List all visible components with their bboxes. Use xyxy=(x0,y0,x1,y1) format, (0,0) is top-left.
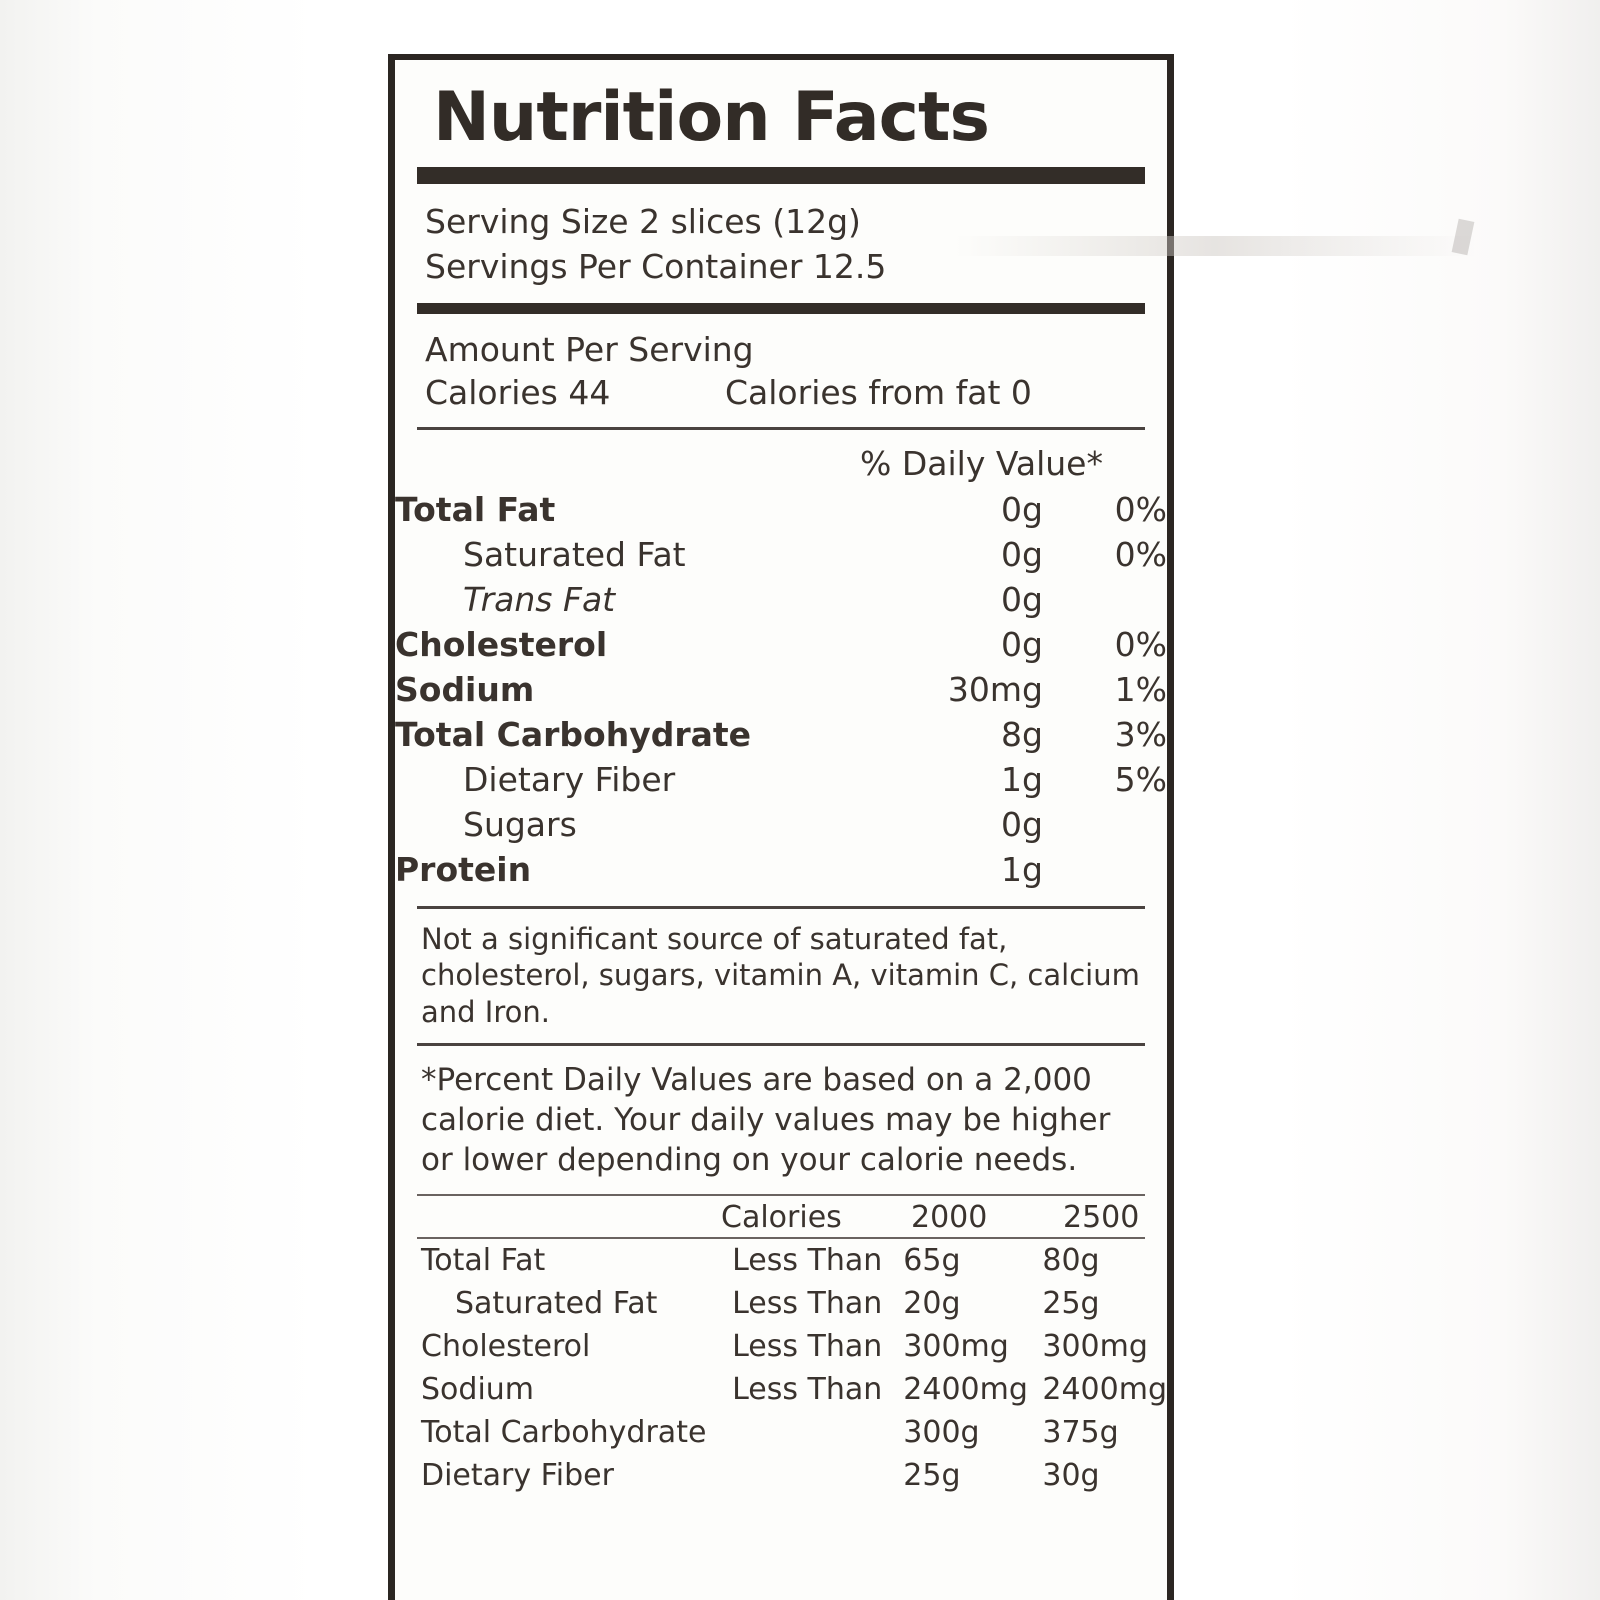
dv-row-2000: 65g xyxy=(903,1243,961,1279)
dv-row-2000: 300g xyxy=(903,1415,980,1451)
daily-value-reference-table xyxy=(395,1196,1167,1237)
nutrition-facts-panel xyxy=(388,54,1174,1600)
amount-per-serving-block xyxy=(395,314,1167,427)
nutrient-table xyxy=(395,487,1167,892)
dv-row-qualifier: Less Than xyxy=(732,1372,883,1408)
table-row xyxy=(395,532,1167,577)
amount-per-serving-label: Amount Per Serving xyxy=(425,329,754,369)
nutrient-dv xyxy=(1043,577,1167,622)
dv-row-label: Saturated Fat xyxy=(455,1286,658,1322)
nutrient-amount: 0g xyxy=(1001,624,1043,664)
dv-row-2000: 25g xyxy=(903,1458,961,1494)
table-row xyxy=(395,1368,1167,1411)
daily-value-header: % Daily Value* xyxy=(860,443,1103,483)
dv-row-label: Total Carbohydrate xyxy=(421,1415,707,1451)
nutrient-amount: 0g xyxy=(1001,804,1043,844)
dv-row-2000: 2400mg xyxy=(903,1372,1028,1408)
nutrient-dv: 0% xyxy=(1114,624,1167,664)
daily-value-footnote: *Percent Daily Values are based on a 2,000 calorie diet. Your daily values may be higher or lower depending on your calorie needs. xyxy=(421,1061,1111,1179)
dv-row-2500: 2400mg xyxy=(1042,1372,1167,1408)
table-row xyxy=(395,622,1167,667)
dv-row-qualifier: Less Than xyxy=(732,1243,883,1279)
dv-row-2500: 25g xyxy=(1042,1286,1100,1322)
nutrient-amount: 30mg xyxy=(947,669,1043,709)
dv-row-2500: 80g xyxy=(1042,1243,1100,1279)
nutrient-dv xyxy=(1043,847,1167,892)
dv-header-blank xyxy=(395,1196,721,1237)
calories-row xyxy=(425,372,1145,415)
nutrient-name: Protein xyxy=(395,849,532,889)
nutrient-name: Trans Fat xyxy=(463,579,616,619)
dv-row-qualifier: Less Than xyxy=(732,1329,883,1365)
divider-medium xyxy=(417,303,1145,314)
nutrient-amount: 0g xyxy=(1001,534,1043,574)
surface-mark xyxy=(1452,219,1475,256)
table-row xyxy=(395,1454,1167,1497)
dv-row-qualifier xyxy=(732,1411,903,1454)
nutrient-name: Dietary Fiber xyxy=(463,759,676,799)
nutrient-dv: 3% xyxy=(1114,714,1167,754)
dv-row-qualifier: Less Than xyxy=(732,1286,883,1322)
table-row xyxy=(395,667,1167,712)
nutrient-name: Cholesterol xyxy=(395,624,608,664)
panel-title: Nutrition Facts xyxy=(433,78,989,157)
servings-per-container: Servings Per Container 12.5 xyxy=(425,246,887,286)
dv-row-2000: 20g xyxy=(903,1286,961,1322)
nutrient-name: Total Carbohydrate xyxy=(395,714,752,754)
table-row xyxy=(395,1411,1167,1454)
table-row xyxy=(395,487,1167,532)
table-row xyxy=(395,1282,1167,1325)
nutrient-amount: 1g xyxy=(1001,759,1043,799)
dv-row-label: Total Fat xyxy=(421,1243,546,1279)
daily-value-rows-table xyxy=(395,1239,1167,1497)
nutrient-name: Sugars xyxy=(463,804,577,844)
dv-row-2500: 300mg xyxy=(1042,1329,1148,1365)
calories-from-fat: Calories from fat 0 xyxy=(725,373,1032,413)
table-row xyxy=(395,847,1167,892)
table-header-row xyxy=(395,1196,1167,1237)
nutrient-amount: 0g xyxy=(1001,489,1043,529)
nutrient-dv: 0% xyxy=(1114,489,1167,529)
nutrient-amount: 8g xyxy=(1001,714,1043,754)
dv-row-label: Dietary Fiber xyxy=(421,1458,614,1494)
dv-row-2000: 300mg xyxy=(903,1329,1009,1365)
dv-row-2500: 375g xyxy=(1042,1415,1119,1451)
table-row xyxy=(395,712,1167,757)
nutrient-name: Saturated Fat xyxy=(463,534,686,574)
table-row xyxy=(395,757,1167,802)
nutrient-amount: 1g xyxy=(1001,849,1043,889)
divider-thick-top xyxy=(417,167,1145,184)
dv-header-2500: 2500 xyxy=(1063,1200,1140,1236)
table-row xyxy=(395,1325,1167,1368)
dv-row-2500: 30g xyxy=(1042,1458,1100,1494)
dv-header-2000: 2000 xyxy=(911,1200,988,1236)
table-row xyxy=(395,577,1167,622)
serving-block xyxy=(395,184,1167,302)
dv-row-label: Sodium xyxy=(421,1372,535,1408)
nutrient-dv: 5% xyxy=(1114,759,1167,799)
nutrient-name: Sodium xyxy=(395,669,535,709)
dv-header-calories: Calories xyxy=(721,1200,842,1236)
dv-row-qualifier xyxy=(732,1454,903,1497)
serving-size: Serving Size 2 slices (12g) xyxy=(425,202,861,242)
nutrient-dv xyxy=(1043,802,1167,847)
table-row xyxy=(395,802,1167,847)
not-significant-note: Not a significant source of saturated fat, cholesterol, sugars, vitamin A, vitamin C, calcium and Iron. xyxy=(421,921,1140,1029)
nutrient-name: Total Fat xyxy=(395,489,556,529)
nutrient-dv: 1% xyxy=(1114,669,1167,709)
calories-value: Calories 44 xyxy=(425,373,611,413)
dv-row-label: Cholesterol xyxy=(421,1329,591,1365)
nutrient-dv: 0% xyxy=(1114,534,1167,574)
nutrient-amount: 0g xyxy=(1001,579,1043,619)
table-row xyxy=(395,1239,1167,1282)
